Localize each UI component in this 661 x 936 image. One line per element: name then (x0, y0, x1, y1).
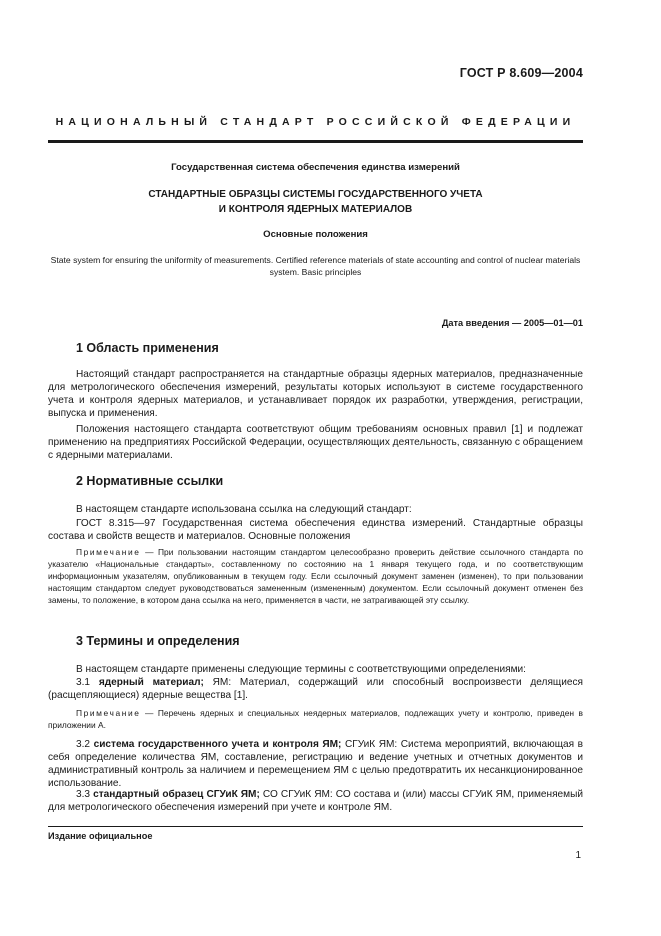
section-3-note (48, 707, 583, 731)
term-number: 3.2 (76, 739, 94, 750)
term-name: система государственного учета и контроля ЯМ; (93, 739, 342, 750)
english-title: State system for ensuring the uniformity of measurements. Certified reference materials of state accounting and control of nuclear materials system. Basic principles (50, 255, 581, 277)
section-2-heading: 2 Нормативные ссылки (76, 474, 224, 488)
section-1-paragraph-1: Настоящий стандарт распространяется на стандартные образцы ядерных материалов, предназначенные для метрологического обеспечения измерений, результаты которых используют в системе государственного учета и контроля ядерных материалов, и устанавливает порядок их разработки, утверждения, регистрации, выпуска и применения. (48, 369, 583, 419)
term-3-2 (48, 738, 583, 790)
footer-rule (48, 826, 583, 827)
system-title: Государственная система обеспечения единства измерений (171, 162, 460, 173)
header-rule (48, 140, 583, 143)
section-2-paragraph-1: В настоящем стандарте использована ссылка на следующий стандарт: (76, 504, 412, 515)
main-title (48, 187, 583, 217)
subtitle-basic: Основные положения (263, 229, 368, 240)
section-1-heading: 1 Область применения (76, 341, 219, 355)
term-definition: СГУиК ЯМ: Система мероприятий, включающая в себя определение количества ЯМ, составление, регистрацию и ведение учетных и отчетных документов и административный контроль за наличием и перемещением ЯМ с целью предотвратить их несанкционированное использование. (48, 739, 584, 789)
section-2-note (48, 546, 583, 606)
official-edition-label: Издание официальное (48, 831, 153, 841)
section-1-paragraph-2: Положения настоящего стандарта соответствуют общим требованиям основных правил [1] и подлежат применению на предприятиях Российской Федерации, осуществляющих деятельность, связанную с обращением с ядерными материалами. (48, 424, 583, 461)
note-text: — Перечень ядерных и специальных неядерных материалов, подлежащих учету и контролю, приведен в приложении А. (48, 708, 583, 730)
note-text: — При пользовании настоящим стандартом целесообразно проверить действие ссылочного стандарта по указателю «Национальные стандарты», составленному по состоянию на 1 января текущего года, и по соответствующим информационным указателям, опубликованным в текущем году. Если ссылочный документ заменен (изменен), то при пользовании настоящим стандартом следует руководствоваться замененным (измененным) документом. Если ссылочный документ отменен без замены, то положение, в котором дана ссылка на него, применяется в части, не затрагивающей эту ссылку. (48, 547, 583, 605)
main-title-line-1: СТАНДАРТНЫЕ ОБРАЗЦЫ СИСТЕМЫ ГОСУДАРСТВЕННОГО УЧЕТА (148, 189, 483, 200)
term-number: 3.1 (76, 677, 99, 688)
term-definition: ЯМ: Материал, содержащий или способный воспроизвести делящиеся (расщепляющиеся) ядерные вещества [1]. (48, 677, 583, 701)
introduction-date: Дата введения — 2005—01—01 (441, 318, 583, 328)
section-2-paragraph-2: ГОСТ 8.315—97 Государственная система обеспечения единства измерений. Стандартные образцы состава и свойств веществ и материалов. Основные положения (48, 518, 583, 542)
term-name: ядерный материал; (98, 677, 204, 688)
term-3-1 (48, 676, 583, 702)
note-label: Примечание (76, 708, 141, 718)
section-3-paragraph-1: В настоящем стандарте применены следующие термины с соответствующими определениями: (76, 664, 526, 675)
note-label: Примечание (76, 547, 141, 557)
national-standard-banner: НАЦИОНАЛЬНЫЙ СТАНДАРТ РОССИЙСКОЙ ФЕДЕРАЦИИ (55, 116, 576, 128)
term-name: стандартный образец СГУиК ЯМ; (93, 789, 260, 800)
term-3-3 (48, 788, 583, 814)
main-title-line-2: И КОНТРОЛЯ ЯДЕРНЫХ МАТЕРИАЛОВ (218, 204, 413, 215)
page-number: 1 (575, 850, 581, 861)
term-number: 3.3 (76, 789, 94, 800)
standard-code: ГОСТ Р 8.609—2004 (459, 66, 583, 80)
term-definition: СО СГУиК ЯМ: СО состава и (или) массы СГУиК ЯМ, применяемый для метрологического обеспечения измерений при учете и контроле ЯМ. (48, 789, 583, 813)
section-3-heading: 3 Термины и определения (76, 634, 240, 648)
